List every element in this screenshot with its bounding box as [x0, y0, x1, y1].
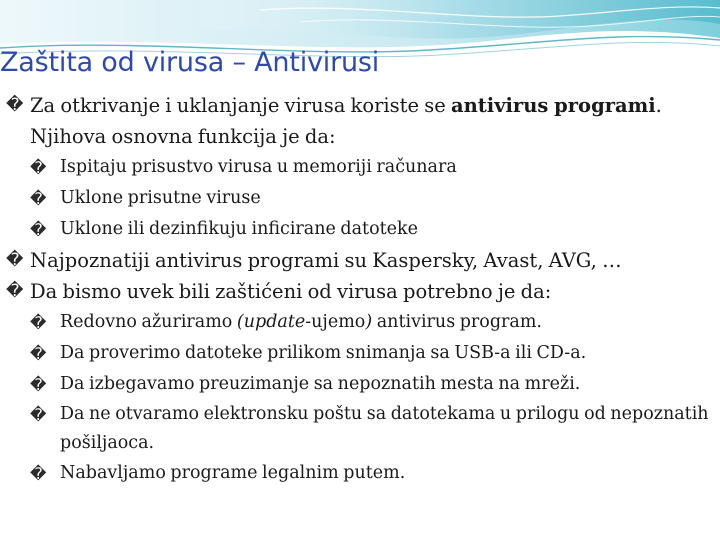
sub-bullet-avoid-downloads [30, 369, 712, 400]
sub-bullet-remove [30, 183, 712, 214]
sub-bullet-update [30, 307, 712, 338]
bullet-marker: � [6, 95, 24, 115]
bullet-text: -ujemo [305, 312, 366, 332]
bullet-marker: � [6, 281, 24, 301]
bullet-marker: � [30, 464, 47, 483]
bullet-stay-protected [6, 276, 712, 307]
bullet-marker: � [30, 375, 47, 394]
bullet-text: Za otkrivanje i uklanjanje virusa koriste se [30, 94, 451, 117]
bullet-italic-text: (update [236, 312, 306, 332]
slide-body [6, 90, 712, 489]
bullet-marker: � [30, 220, 47, 239]
bullet-marker: � [30, 189, 47, 208]
bullet-marker: � [6, 250, 24, 270]
bullet-marker: � [30, 313, 47, 332]
bullet-text: Ispitaju prisustvo virusa u memoriji računara [60, 157, 457, 177]
bullet-text: Uklone ili dezinfikuju inficirane datoteke [60, 219, 418, 239]
bullet-antivirus-intro [6, 90, 712, 152]
bullet-text: Da proverimo datoteke prilikom snimanja sa USB-a ili CD-a. [60, 343, 587, 363]
bullet-text: Da bismo uvek bili zaštićeni od virusa potrebno je da: [30, 280, 552, 303]
slide-title: Zaštita od virusa – Antivirusi [0, 47, 380, 78]
bullet-text: Uklone prisutne viruse [60, 188, 261, 208]
bullet-known-antivirus [6, 245, 712, 276]
bullet-text: Da izbegavamo preuzimanje sa nepoznatih mesta na mreži. [60, 374, 581, 394]
sub-bullet-detect [30, 152, 712, 183]
bullet-text: Redovno ažuriramo [60, 312, 237, 332]
bullet-marker: � [30, 405, 47, 424]
bullet-bold-text: antivirus programi [450, 94, 656, 117]
sub-bullet-disinfect [30, 214, 712, 245]
bullet-text: Nabavljamo programe legalnim putem. [60, 463, 406, 483]
bullet-marker: � [30, 344, 47, 363]
bullet-text: Najpoznatiji antivirus programi su Kaspersky, Avast, AVG, … [30, 249, 622, 272]
sub-bullet-email [30, 400, 712, 458]
bullet-text: Da ne otvaramo elektronsku poštu sa datotekama u prilogu od nepoznatih pošiljaoca. [60, 404, 709, 453]
bullet-marker: � [30, 158, 47, 177]
bullet-text: . Njihova osnovna funkcija je da: [30, 94, 662, 148]
bullet-text: antivirus program. [372, 312, 542, 332]
sub-bullet-legal-software [30, 458, 712, 489]
bullet-italic-text: ) [365, 312, 373, 332]
sub-bullet-check-files [30, 338, 712, 369]
